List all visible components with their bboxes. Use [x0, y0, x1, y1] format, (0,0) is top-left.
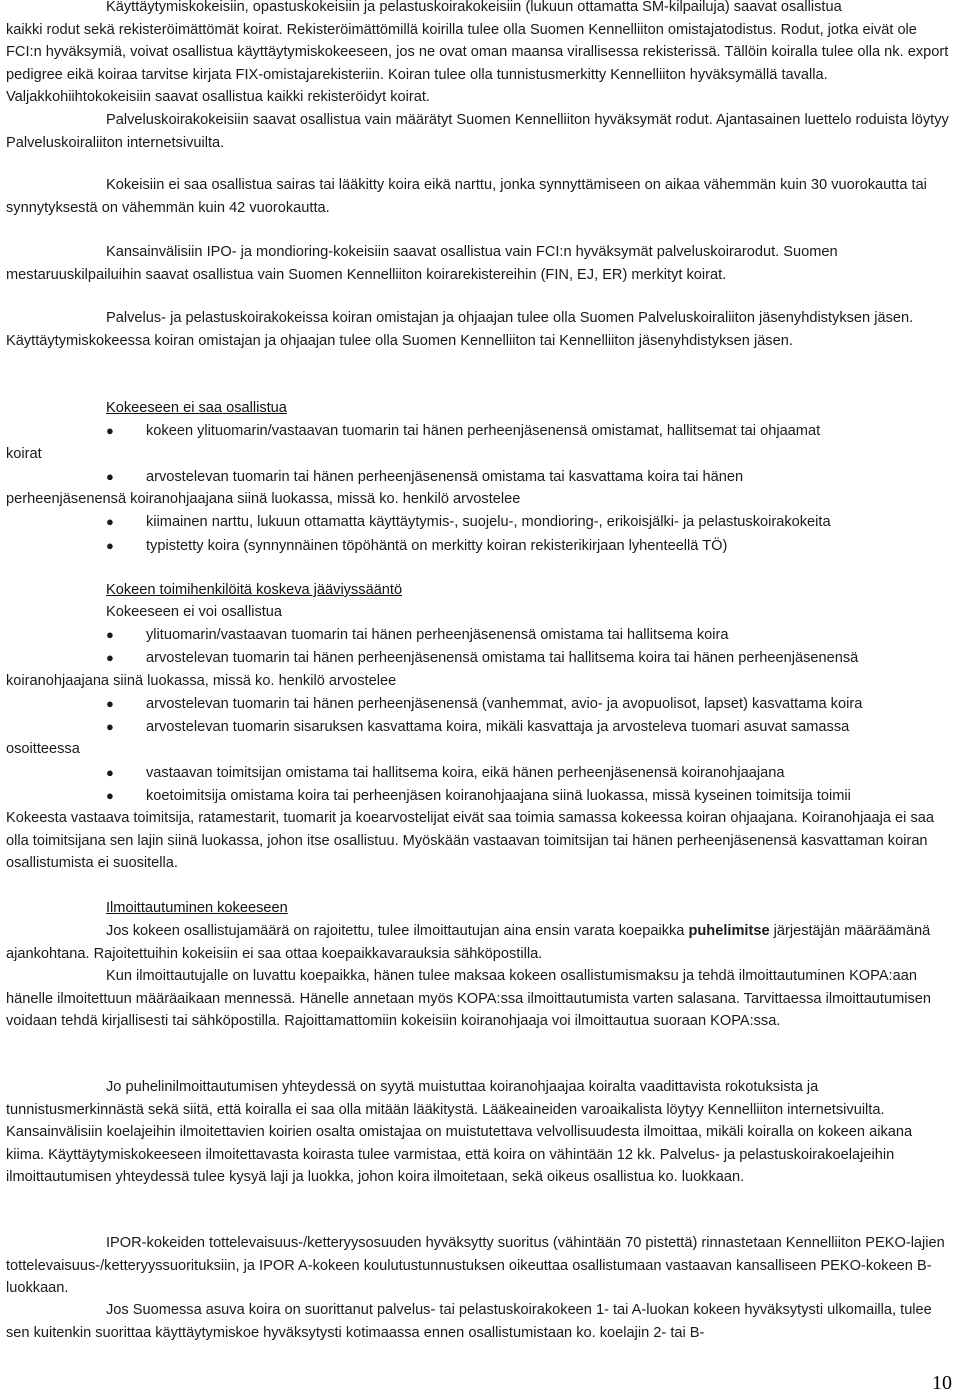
registration-paragraph: IPOR-kokeiden tottelevaisuus-/ketteryysosuuden hyväksytty suoritus (vähintään 70 pistettä) rinnastetaan Kennelliiton PEKO-lajien tottelevaisuus-/ketteryyssuorituksiin, ja IPOR A-kokeen koulutustunnustuksen oikeuttaa osallistumaan vastaavan kansalliseen PEKO-kokeen B-luokkaan. — [6, 1235, 945, 1297]
membership-paragraph: Palvelus- ja pelastuskoirakokeissa koiran omistajan ja ohjaajan tulee olla Suomen Palveluskoiraliiton jäsenyhdistyksen jäsen. Käyttäytymiskokeessa koiran omistajan ja ohjaajan tulee olla Suomen Kennelliiton tai Kennelliiton jäsenyhdistyksen jäsen. — [6, 310, 914, 349]
list-item-continuation: osoitteessa — [6, 741, 80, 757]
officials-paragraph: Kokeesta vastaava toimitsija, ratamestarit, tuomarit ja koearvostelijat eivät saa toimia samassa kokeessa koiran ohjaajana. Koiranohjaaja ei saa olla toimitsijana sen lajin siinä luokassa, johon itse osallistuu. Myöskään vastaavan toimitsijan tai hänen perheenjäsenensä kasvattaman koiran osallistumista ei suositella. — [6, 810, 934, 872]
disqualification-heading: Kokeen toimihenkilöitä koskeva jääviyssääntö — [106, 582, 403, 598]
registration-paragraph: Jos Suomessa asuva koira on suorittanut palvelus- tai pelastuskoirakokeen 1- tai A-luokan kokeen hyväksytysti ulkomailla, tulee sen kuitenkin suorittaa käyttäytymiskoe hyväksytysti kotimaassa ennen osallistumistaan ko. koelajin 2- tai B- — [6, 1302, 932, 1341]
emphasis-text: puhelimitse — [688, 923, 770, 939]
exclusion-heading: Kokeeseen ei saa osallistua — [106, 400, 287, 416]
registration-paragraph: Jo puhelinilmoittautumisen yhteydessä on syytä muistuttaa koiranohjaajaa koiralta vaadittavista rokotuksista ja tunnistusmerkinnästä sekä siitä, että koiralla ei saa olla mitään lääkitystä. Lääkeaineiden varoaikalista löytyy Kennelliiton internetsivuilta. Kansainvälisiin koelajeihin ilmoitettavien koirien osalta omistajaa on muistutettava velvollisuudesta ilmoittaa, mikäli koiralla on kokeen aikana kiima. Käyttäytymiskokeeseen ilmoitettavasta koirasta tulee varmistaa, että koira on vähintään 12 kk. Palvelus- ja pelastuskoirakoelajeihin ilmoittautumisen yhteydessä tulee kysyä laji ja luokka, johon koira ilmoitetaan, sekä oikeus osallistua ko. luokkaan. — [6, 1079, 913, 1186]
registration-paragraph: Kun ilmoittautujalle on luvattu koepaikka, hänen tulee maksaa kokeen osallistumismaksu ja tehdä ilmoittautuminen KOPA:aan hänelle ilmoitettuun määräaikaan mennessä. Hänelle annetaan myös KOPA:ssa ilmoittautumista varten salasana. Tarvittaessa ilmoittautumisen voidaan tehdä kirjallisesti tai sähköpostilla. Rajoittamattomiin kokeisiin koiranohjaaja voi ilmoittautua suoraan KOPA:ssa. — [6, 968, 932, 1030]
intro-line: Tällöin koiralla tulee olla nk. export pedigree eikä koiraa tarvitse kirjata FIX-omistajarekisteriin. — [6, 44, 949, 83]
list-item-continuation: koiranohjaajana siinä luokassa, missä ko. henkilö arvostelee — [6, 673, 397, 689]
intro-line: Koiran tulee olla tunnistusmerkitty Kennelliiton hyväksymällä tavalla. Valjakkohiihtokokeisiin saavat osallistua kaikki rekisteröidyt koirat. — [6, 66, 828, 106]
intro-paragraph — [6, 0, 950, 154]
bullet-icon: ● — [106, 696, 114, 711]
list-item-continuation: koirat — [6, 446, 42, 462]
document-page: Käyttäytymiskokeisiin, opastuskokeisiin ja pelastuskoirakokeisiin (lukuun ottamatta SM-kilpailuja) saavat osallistua kaikki rodut sekä rekisteröimättömät koirat. Rekisteröimättömillä koirilla tulee olla Suomen Kennelliiton omistajatodistus. Rodut, jotka eivät ole FCI:n hyväksymiä, voivat osallistua käyttäytymiskokeeseen, jos ne ovat oman maansa virallisessa rekisterissä. Tällöin koiralla tulee olla nk. export pedigree eikä koiraa tarvitse kirjata FIX-omistajarekisteriin. Koiran tulee olla tunnistusmerkitty Kennelliiton hyväksymällä tavalla. Valjakkohiihtokokeisiin saavat osallistua kaikki rekisteröidyt koirat. Palveluskoirakokeisiin saavat osallistua vain määrätyt Suomen Kennelliiton hyväksymät rodut. Ajantasainen luettelo roduista löytyy Palveluskoiraliiton internetsivuilta. Kokeisiin ei saa osallistua sairas tai lääkitty koira eikä narttu, jonka synnyttämiseen on aikaa vähemmän kuin 30 vuorokautta tai synnytyksestä on vähemmän kuin 42 vuorokautta. Kansainvälisiin IPO- ja mondioring-kokeisiin saavat osallistua vain FCI:n hyväksymät palveluskoirarodut. Suomen mestaruuskilpailuihin saavat osallistua vain Suomen Kennelliiton koirarekistereihin (FIN, EJ, ER) merkityt koirat. Palvelus- ja pelastuskoirakokeissa koiran omistajan ja ohjaajan tulee olla Suomen Palveluskoiraliiton jäsenyhdistyksen jäsen. Käyttäytymiskokeessa koiran omistajan ja ohjaajan tulee olla Suomen Kennelliiton tai Kennelliiton jäsenyhdistyksen jäsen. Kokeeseen ei saa osallistua ● kokeen ylituomarin/vastaavan tuomarin tai hänen perheenjäsenensä omistamat, hallitsemat tai ohjaamat koirat ● arvostelevan tuomarin tai hänen perheenjäsenensä omistama tai kasvattama koira tai hänen perheenjäsenensä koiranohjaajana siinä luokassa, missä ko. henkilö arvostelee ● kiimainen narttu, lukuun ottamatta käyttäytymis-, suojelu-, mondioring-, erikoisjälki- ja pelastuskoirakokeita ● typistetty koira (synnynnäinen töpöhäntä on merkitty koiran rekisterikirjaan lyhenteellä TÖ) Kokeen toimihenkilöitä koskeva jääviyssääntö Kokeeseen ei voi osallistua ● ylituomarin/vastaavan tuomarin tai hänen perheenjäsenensä omistama tai hallitsema koira ● arvostelevan tuomarin tai hänen perheenjäsenensä omistama tai hallitsema koira tai hänen perheenjäsenensä koiranohjaajana siinä luokassa, missä ko. henkilö arvostelee ● arvostelevan tuomarin tai hänen perheenjäsenensä (vanhemmat, avio- ja avopuolisot, lapset) kasvattama koira ● arvostelevan tuomarin sisaruksen kasvattama koira, mikäli kasvattaja ja arvosteleva tuomari asuvat samassa osoitteessa ● vastaavan toimitsijan omistama tai hallitsema koira, eikä hänen perheenjäsenensä koiranohjaajana ● koetoimitsija omistama koira tai perheenjäsen koiranohjaajana siinä luokassa, missä kyseinen toimitsija toimii Kokeesta vastaava toimitsija, ratamestarit, tuomarit ja koearvostelijat eivät saa toimia samassa kokeessa koiran ohjaajana. Koiranohjaaja ei saa olla toimitsijana sen lajin siinä luokassa, johon itse osallistuu. Myöskään vastaavan toimitsijan tai hänen perheenjäsenensä kasvattaman koiran osallistumista ei suositella. Ilmoittautuminen kokeeseen Jos kokeen osallistujamäärä on rajoitettu, tulee ilmoittautujan aina ensin varata koepaikka puhelimitse järjestäjän määräämänä ajankohtana. Rajoitettuihin kokeisiin ei saa ottaa koepaikkavarauksia sähköpostilla. Kun ilmoittautujalle on luvattu koepaikka, hänen tulee maksaa kokeen osallistumismaksu ja tehdä ilmoittautuminen KOPA:aan hänelle ilmoitettuun määräaikaan mennessä. Hänelle annetaan myös KOPA:ssa ilmoittautumista varten salasana. Tarvittaessa ilmoittautumisen voidaan tehdä kirjallisesti tai sähköpostilla. Rajoittamattomiin kokeisiin koiranohjaaja voi ilmoittautua suoraan KOPA:ssa. Jo puhelinilmoittautumisen yhteydessä on syytä muistuttaa koiranohjaajaa koiralta vaadittavista rokotuksista ja tunnistusmerkinnästä sekä siitä, että koiralla ei saa olla mitään lääkitystä. Lääkeaineiden varoaikalista löytyy Kennelliiton internetsivuilta. Kansainvälisiin koelajeihin ilmoitettavien koirien osalta omistajaa on muistutettava velvollisuudesta ilmoittaa, mikäli koiralla on kokeen aikana kiima. Käyttäytymiskokeeseen ilmoitettavasta koirasta tulee varmistaa, että koira on vähintään 12 kk. Palvelus- ja pelastuskoirakoelajeihin ilmoittautumisen yhteydessä tulee kysyä laji ja luokka, johon koira ilmoitetaan, sekä oikeus osallistua ko. luokkaan. IPOR-kokeiden tottelevaisuus-/ketteryysosuuden hyväksytty suoritus (vähintään 70 pistettä) rinnastetaan Kennelliiton PEKO-lajien tottelevaisuus-/ketteryyssuorituksiin, ja IPOR A-kokeen koulutustunnustuksen oikeuttaa osallistumaan vastaavan kansalliseen PEKO-kokeen B-luokkaan. Jos Suomessa asuva koira on suorittanut palvelus- tai pelastuskoirakokeen 1- tai A-luokan kokeen hyväksytysti ulkomailla, tulee sen kuitenkin suorittaa käyttäytymiskoe hyväksytysti kotimaassa ennen osallistumistaan ko. koelajin 2- tai B- 10 — [0, 0, 960, 1398]
bullet-icon: ● — [106, 514, 114, 529]
bullet-icon: ● — [106, 650, 114, 665]
registration-heading: Ilmoittautuminen kokeeseen — [106, 900, 288, 916]
sick-dog-paragraph: Kokeisiin ei saa osallistua sairas tai lääkitty koira eikä narttu, jonka synnyttämiseen on aikaa vähemmän kuin 30 vuorokautta tai synnytyksestä on vähemmän kuin 42 vuorokautta. — [6, 177, 927, 216]
intro-line: Käyttäytymiskokeisiin, opastuskokeisiin ja pelastuskoirakokeisiin (lukuun ottamatta SM-kilpailuja) saavat osallistua — [106, 0, 842, 15]
breed-paragraph: Kansainvälisiin IPO- ja mondioring-kokeisiin saavat osallistua vain FCI:n hyväksymät palveluskoirarodut. Suomen mestaruuskilpailuihin saavat osallistua vain Suomen Kennelliiton koirarekistereihin (FIN, EJ, ER) merkityt koirat. — [6, 244, 838, 283]
intro-line: Palveluskoirakokeisiin saavat osallistua vain määrätyt Suomen Kennelliiton hyväksymät rodut. Ajantasainen luettelo roduista löytyy Palveluskoiraliiton internetsivuilta. — [6, 111, 949, 151]
page-number: 10 — [932, 1372, 952, 1394]
bullet-icon: ● — [106, 627, 114, 642]
registration-paragraph: Jos kokeen osallistujamäärä on rajoitettu, tulee ilmoittautujan aina ensin varata koepaikka puhelimitse järjestäjän määräämänä ajankohtana. Rajoitettuihin kokeisiin ei saa ottaa koepaikkavarauksia sähköpostilla. — [6, 923, 931, 962]
bullet-icon: ● — [106, 538, 114, 553]
bullet-icon: ● — [106, 469, 114, 484]
intro-line: Rodut, jotka eivät ole FCI:n hyväksymiä, voivat osallistua käyttäytymiskokeeseen, jos ne ovat oman maansa virallisessa rekisterissä. — [6, 21, 917, 61]
bullet-icon: ● — [106, 788, 114, 803]
list-item-continuation: perheenjäsenensä koiranohjaajana siinä luokassa, missä ko. henkilö arvostelee — [6, 491, 521, 507]
bullet-icon: ● — [106, 423, 114, 438]
bullet-icon: ● — [106, 719, 114, 734]
bullet-icon: ● — [106, 765, 114, 780]
disqualification-lead: Kokeeseen ei voi osallistua — [106, 604, 283, 620]
intro-line: kaikki rodut sekä rekisteröimättömät koirat. Rekisteröimättömillä koirilla tulee olla Suomen Kennelliiton omistajatodistus. — [6, 21, 777, 38]
